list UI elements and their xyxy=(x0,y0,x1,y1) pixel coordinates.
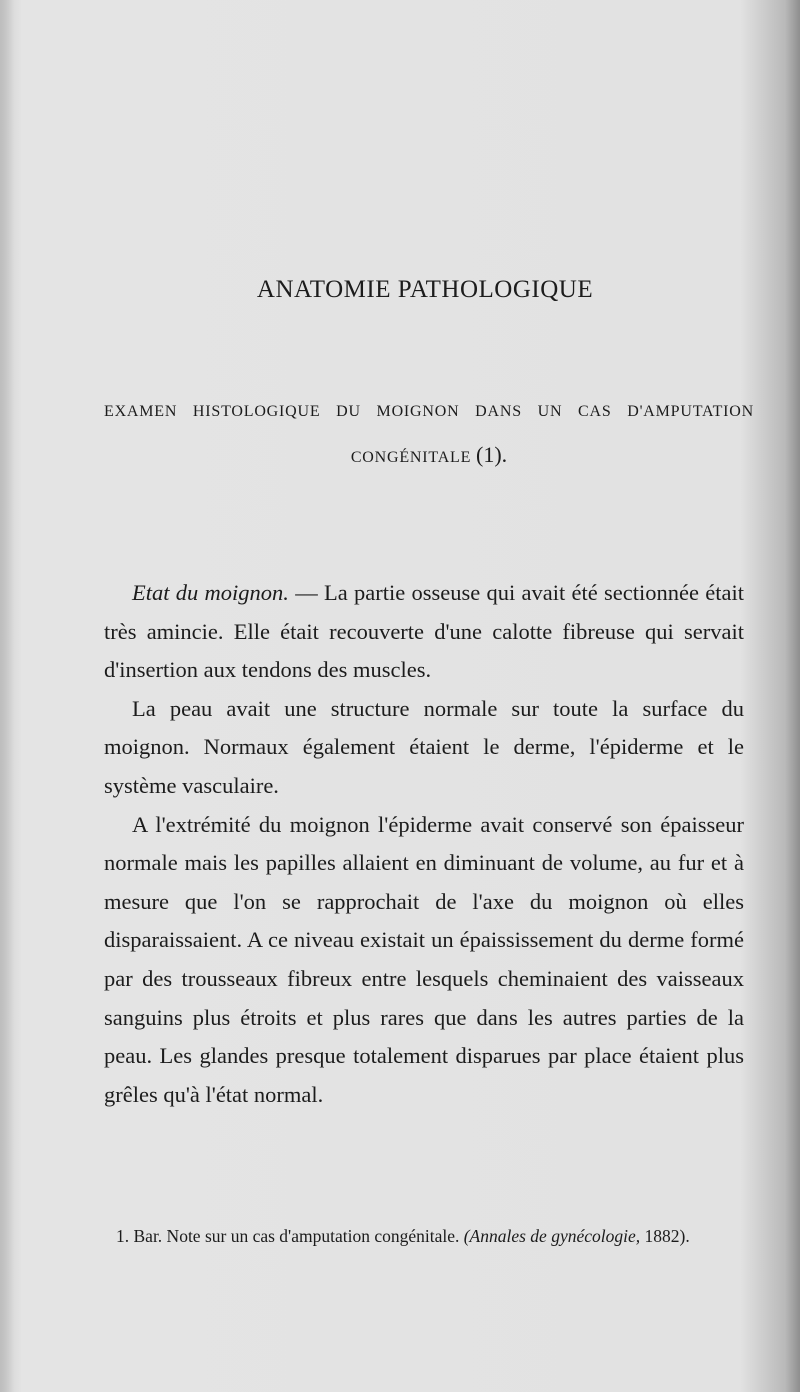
footnote xyxy=(104,1220,744,1253)
footnote-reference: (1). xyxy=(476,442,508,467)
article-subtitle xyxy=(104,390,754,479)
paragraph-1 xyxy=(104,574,744,690)
body-text xyxy=(104,574,744,1114)
subtitle-text: EXAMEN HISTOLOGIQUE DU MOIGNON DANS UN CAS D'AMPUTATION CONGÉNITALE xyxy=(104,403,754,466)
paragraph-1-text: — La partie osseuse qui avait été sectionnée était très amincie. Elle était recouverte d'une calotte fibreuse qui servait d'insertion aux tendons des muscles. xyxy=(104,580,745,683)
footnote-text: Bar. Note sur un cas d'amputation congénitale. xyxy=(129,1226,464,1246)
footnote-number: 1. xyxy=(116,1226,130,1246)
footnote-year: 1882). xyxy=(640,1226,690,1246)
paragraph-3: A l'extrémité du moignon l'épiderme avait conservé son épaisseur normale mais les papilles allaient en diminuant de volume, au fur et à mesure que l'on se rapprochait de l'axe du moignon où elles disparaissaient. A ce niveau existait un épaississement du derme formé par des trousseaux fibreux entre lesquels cheminaient des vaisseaux sanguins plus étroits et plus rares que dans les autres parties de la peau. Les glandes presque totalement disparues par place étaient plus grêles qu'à l'état normal. xyxy=(104,811,744,1107)
paragraph-2: La peau avait une structure normale sur toute la surface du moignon. Normaux également étaient le derme, l'épiderme et le système vasculaire. xyxy=(104,695,744,798)
paragraph-lead: Etat du moignon. xyxy=(132,580,289,605)
section-title: ANATOMIE PATHOLOGIQUE xyxy=(256,276,594,303)
footnote-journal: (Annales de gynécologie, xyxy=(463,1226,641,1246)
